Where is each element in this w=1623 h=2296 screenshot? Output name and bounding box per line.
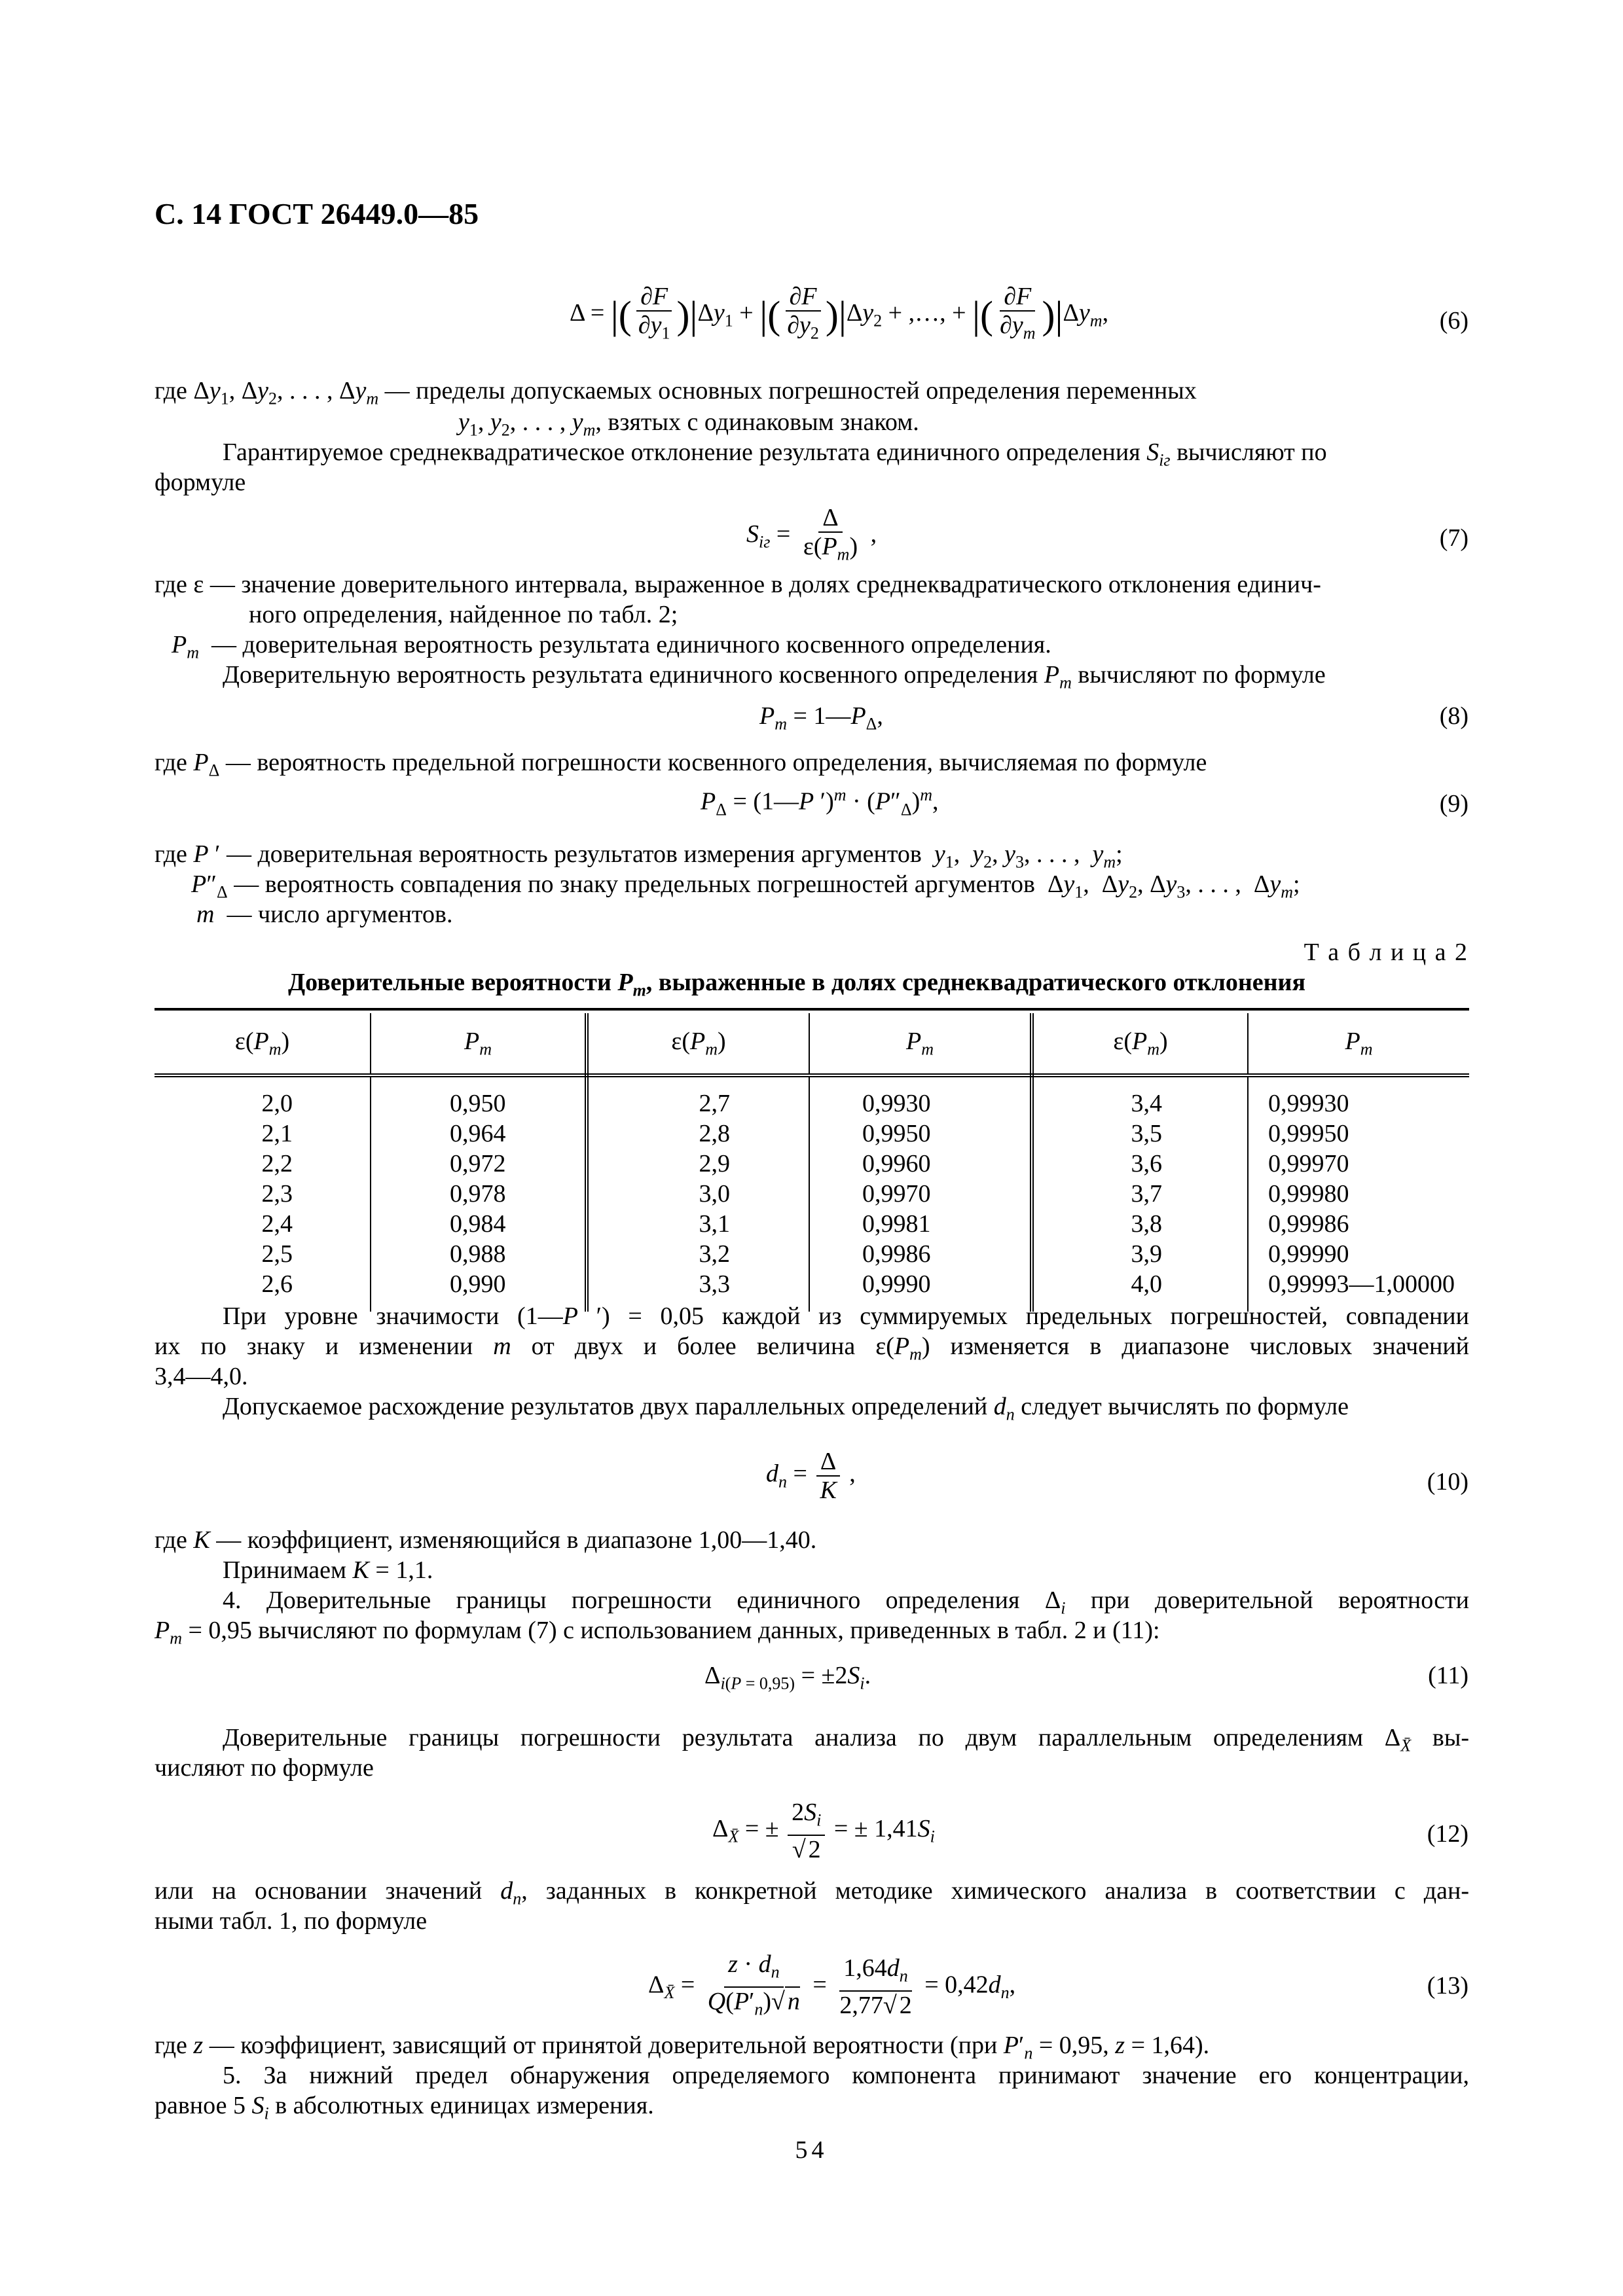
paragraph-guarantee: Гарантируемое среднеквадратическое отклонение результата единичного определения $S_{iг}$ вычисляют по xyxy=(223,439,1327,470)
table-title: Доверительные вероятности $P_m$, выраженные в долях среднеквадратического отклонения xyxy=(288,969,1306,1000)
col-header-eps-1: $\varepsilon(P_m)$ xyxy=(155,1013,371,1075)
confidence-table xyxy=(155,1013,1469,1312)
table-cell: 0,9990 xyxy=(809,1269,1032,1312)
col-header-eps-2: $\varepsilon(P_m)$ xyxy=(587,1013,809,1075)
table-cell: 2,0 xyxy=(155,1075,371,1119)
table-cell: 3,4 xyxy=(1032,1075,1248,1119)
table-cell: 3,7 xyxy=(1032,1179,1248,1209)
paragraph-or-cont: ными табл. 1, по формуле xyxy=(155,1907,428,1935)
col-header-pm-3: $P_m$ xyxy=(1248,1013,1469,1075)
where-13: где z — коэффициент, зависящий от принятой доверительной вероятности (при $P'_n = 0,95$, z = 1,64). xyxy=(155,2032,1210,2063)
table-cell: 0,9986 xyxy=(809,1239,1032,1269)
table-row xyxy=(155,1179,1469,1209)
equation-8: $P_m$ = $1—P_\Delta$, xyxy=(759,702,883,734)
paragraph-bounds: Доверительные границы погрешности результата анализа по двум параллельным определениям $\Delta_{X̄}$ вы- xyxy=(223,1724,1470,1755)
table-cell: 3,0 xyxy=(587,1179,809,1209)
paragraph-significance: При уровне значимости (1—P ′) = 0,05 каждой из суммируемых предельных погрешностей, совпадении xyxy=(223,1302,1469,1330)
table-cell: 2,1 xyxy=(155,1119,371,1149)
table-cell: 0,99970 xyxy=(1268,1150,1349,1177)
table-cell: 2,2 xyxy=(155,1149,371,1179)
table-cell: 3,6 xyxy=(1032,1149,1248,1179)
paragraph-significance-2: их по знаку и изменении m от двух и более величина $\varepsilon(P_m)$ изменяется в диапазоне числовых значений xyxy=(155,1333,1470,1364)
table-cell: 0,99930 xyxy=(1268,1090,1349,1117)
page-header: С. 14 ГОСТ 26449.0—85 xyxy=(155,197,479,230)
equation-12: $\Delta_{X̄}$ = ± $\frac{2S_i}{√ 2}$ = ± $1,41S_i$ xyxy=(712,1799,935,1863)
table-cell: 3,8 xyxy=(1032,1209,1248,1239)
col-header-eps-3: $\varepsilon(P_m)$ xyxy=(1032,1013,1248,1075)
equation-9: $P_\Delta$ = (1—P $')^m \cdot (P''_\Delta)^m$, xyxy=(701,785,939,819)
table-cell: 3,2 xyxy=(587,1239,809,1269)
table-cell: 0,99986 xyxy=(1268,1210,1349,1238)
where-9-pd: $P''_\Delta$ — вероятность совпадения по знаку предельных погрешностей аргументов $\Delta y_1$, $\Delta y_2$, $\Delta y_3$, . . . , $\Delta y_m$; xyxy=(191,870,1300,902)
where-7-eps-cont: ного определения, найденное по табл. 2; xyxy=(249,601,678,628)
accept-k: Принимаем K = 1,1. xyxy=(223,1556,433,1584)
where-7-eps: где ε — значение доверительного интервала, выраженное в долях среднеквадратического отклонения единич- xyxy=(155,571,1321,598)
paragraph-bounds-cont: числяют по формуле xyxy=(155,1754,374,1782)
table-row xyxy=(155,1239,1469,1269)
equation-7: $S_{iг}$ = $\frac{\Delta}{\varepsilon(P_m)}$ , xyxy=(746,504,877,564)
table-cell: 2,7 xyxy=(587,1075,809,1119)
where-7-pm: $P_m$ — доверительная вероятность результата единичного косвенного определения. xyxy=(172,631,1051,662)
table-cell: 4,0 xyxy=(1032,1269,1248,1312)
table-cell: 0,9981 xyxy=(809,1209,1032,1239)
equation-6-number: (6) xyxy=(1439,307,1468,334)
page-number: 54 xyxy=(795,2136,828,2164)
equation-8-number: (8) xyxy=(1439,702,1468,730)
paragraph-4-cont: $P_m = 0,95$ вычисляют по формулам (7) с использованием данных, приведенных в табл. 2 и (11): xyxy=(155,1617,1160,1648)
where-9-m: m — число аргументов. xyxy=(196,901,453,928)
equation-11-number: (11) xyxy=(1428,1662,1468,1689)
table-header-row xyxy=(155,1013,1469,1075)
table-cell: 2,8 xyxy=(587,1119,809,1149)
table-cell: 3,5 xyxy=(1032,1119,1248,1149)
table-row xyxy=(155,1075,1469,1119)
table-cell: 0,988 xyxy=(371,1239,587,1269)
paragraph-allowed: Допускаемое расхождение результатов двух параллельных определений $d_n$ следует вычислять по формуле xyxy=(223,1393,1349,1424)
equation-7-number: (7) xyxy=(1439,524,1468,552)
where-8: где $P_\Delta$ — вероятность предельной погрешности косвенного определения, вычисляемая по формуле xyxy=(155,749,1207,780)
table-row xyxy=(155,1209,1469,1239)
table-cell: 3,3 xyxy=(587,1269,809,1312)
where-6: где $\Delta y_1$, $\Delta y_2$, . . . , $\Delta y_m$ — пределы допускаемых основных погрешностей определения переменных xyxy=(155,377,1197,408)
paragraph-significance-3: 3,4—4,0. xyxy=(155,1363,248,1390)
table-cell: 0,950 xyxy=(371,1075,587,1119)
table-cell: 3,9 xyxy=(1032,1239,1248,1269)
table-cell: 0,990 xyxy=(371,1269,587,1312)
table-cell: 3,1 xyxy=(587,1209,809,1239)
table-cell: 0,9970 xyxy=(809,1179,1032,1209)
table-cell: 0,978 xyxy=(371,1179,587,1209)
table-cell: 2,6 xyxy=(155,1269,371,1312)
equation-12-number: (12) xyxy=(1427,1820,1468,1848)
where-9-p: где P ′ — доверительная вероятность результатов измерения аргументов $y_1$, $y_2$, $y_3$, . . . , $y_m$; xyxy=(155,840,1123,872)
table-cell: 0,964 xyxy=(371,1119,587,1149)
table-cell: 0,972 xyxy=(371,1149,587,1179)
equation-6: Δ = |( $\frac{\partial F}{\partial y_1}$ )$|\Delta y_1$ + |( $\frac{\partial F}{\partial y_2}$ )$|\Delta y_2$ + ,…, + |( $\frac{\partial F}{\partial y_m}$ )$|\Delta y_m$, xyxy=(570,283,1109,343)
table-cell: 0,984 xyxy=(371,1209,587,1239)
table-row xyxy=(155,1149,1469,1179)
table-cell: 2,5 xyxy=(155,1239,371,1269)
equation-10: $d_n$ = $\frac{\Delta}{K}$ , xyxy=(766,1448,856,1504)
table-cell: 0,9950 xyxy=(809,1119,1032,1149)
where-10: где K — коэффициент, изменяющийся в диапазоне 1,00—1,40. xyxy=(155,1526,817,1554)
equation-13: $\Delta_{X̄}$ = $\frac{z \cdot d_n}{Q(P'_n)√ n}$ = $\frac{1,64d_n}{2,77√ 2}$ = $0,42d_n$, xyxy=(648,1950,1016,2019)
paragraph-5: 5. За нижний предел обнаружения определяемого компонента принимают значение его концентрации, xyxy=(223,2062,1469,2089)
table-row xyxy=(155,1119,1469,1149)
equation-13-number: (13) xyxy=(1427,1972,1468,2000)
paragraph-confidence: Доверительную вероятность результата единичного косвенного определения $P_m$ вычисляют по формуле xyxy=(223,661,1326,692)
equation-9-number: (9) xyxy=(1439,790,1468,817)
paragraph-or: или на основании значений $d_n$, заданных в конкретной методике химического анализа в соответствии с дан- xyxy=(155,1877,1469,1909)
col-header-pm-2: $P_m$ xyxy=(809,1013,1032,1075)
table-label: Т а б л и ц а 2 xyxy=(1304,939,1468,966)
table-cell: 2,4 xyxy=(155,1209,371,1239)
table-cell: 2,3 xyxy=(155,1179,371,1209)
table-cell: 0,9960 xyxy=(809,1149,1032,1179)
table-cell: 0,99980 xyxy=(1268,1180,1349,1208)
table-cell: 0,9930 xyxy=(809,1075,1032,1119)
col-header-pm-1: $P_m$ xyxy=(371,1013,587,1075)
paragraph-5-cont: равное 5 $S_i$ в абсолютных единицах измерения. xyxy=(155,2092,654,2123)
table-cell: 0,99993—1,00000 xyxy=(1268,1270,1455,1298)
equation-10-number: (10) xyxy=(1427,1468,1468,1496)
equation-11: $\Delta_{i(P = 0,95)} = \pm 2S_i$. xyxy=(704,1662,871,1693)
table-top-rule xyxy=(155,1008,1469,1011)
where-6-cont: $y_1$, $y_2$, . . . , $y_m$, взятых с одинаковым знаком. xyxy=(458,408,919,440)
table-cell: 0,99950 xyxy=(1268,1120,1349,1147)
table-cell: 0,99990 xyxy=(1268,1240,1349,1268)
paragraph-4: 4. Доверительные границы погрешности единичного определения $\Delta_i$ при доверительной вероятности xyxy=(223,1587,1470,1618)
table-cell: 2,9 xyxy=(587,1149,809,1179)
paragraph-guarantee-cont: формуле xyxy=(155,469,246,496)
